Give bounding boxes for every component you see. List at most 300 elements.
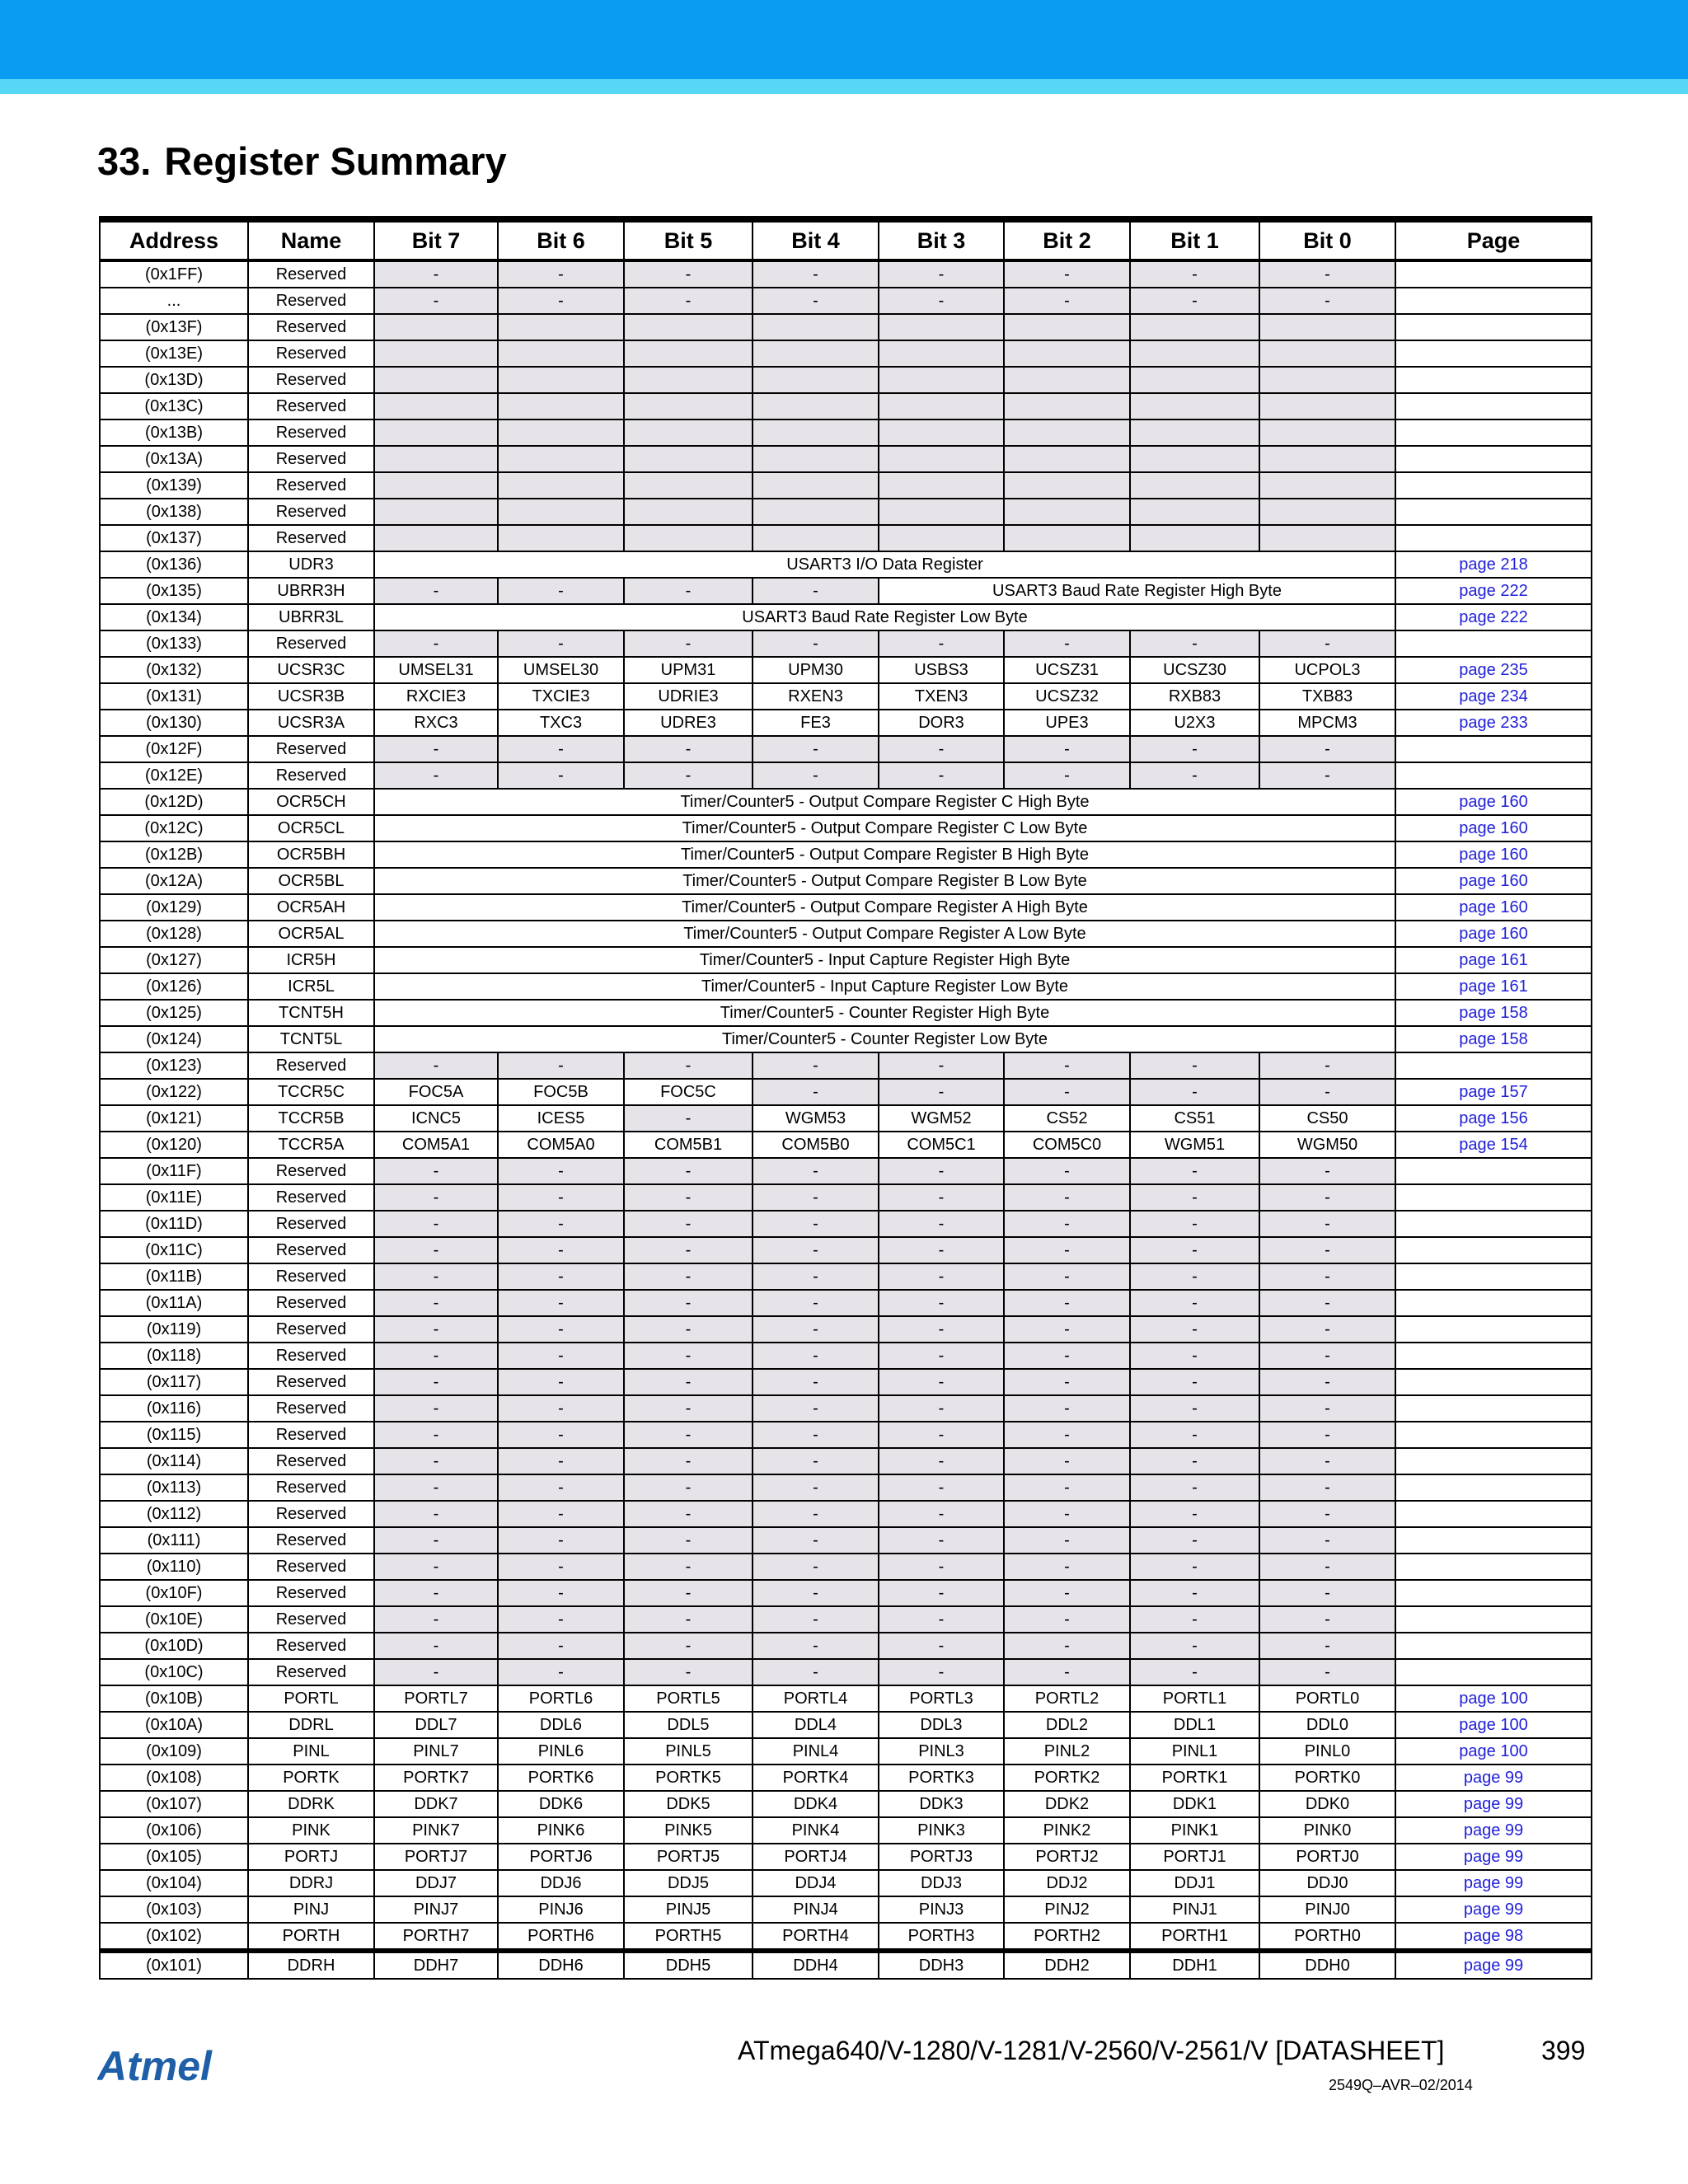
bit-0-cell: - xyxy=(1259,1659,1395,1685)
table-row xyxy=(100,1870,1592,1896)
bit-0-cell xyxy=(1259,472,1395,499)
register-name: Reserved xyxy=(248,1659,374,1685)
page-reference xyxy=(1395,1554,1592,1580)
page-reference xyxy=(1395,525,1592,551)
page-reference[interactable]: page 161 xyxy=(1395,973,1592,1000)
bit-6-cell: - xyxy=(498,736,624,762)
bit-7-cell: DDL7 xyxy=(374,1712,498,1738)
bit-7-cell: - xyxy=(374,1448,498,1474)
register-address: (0x112) xyxy=(100,1501,248,1527)
table-row xyxy=(100,1791,1592,1817)
bit-0-cell: PORTH0 xyxy=(1259,1923,1395,1951)
register-name: TCCR5A xyxy=(248,1132,374,1158)
bit-5-cell: - xyxy=(624,736,753,762)
register-name: TCCR5B xyxy=(248,1105,374,1132)
bit-5-cell: - xyxy=(624,1237,753,1263)
page-reference[interactable]: page 156 xyxy=(1395,1105,1592,1132)
bit-0-cell: - xyxy=(1259,630,1395,657)
bit-1-cell: PORTH1 xyxy=(1130,1923,1259,1951)
bit-4-cell: - xyxy=(753,1501,879,1527)
bit-0-cell: DDJ0 xyxy=(1259,1870,1395,1896)
bit-2-cell xyxy=(1004,525,1130,551)
bit-7-cell: - xyxy=(374,260,498,288)
register-address: (0x116) xyxy=(100,1395,248,1422)
page-reference[interactable]: page 160 xyxy=(1395,894,1592,921)
page-reference xyxy=(1395,1395,1592,1422)
table-row xyxy=(100,1844,1592,1870)
bit-5-cell xyxy=(624,525,753,551)
bit-7-cell: PINL7 xyxy=(374,1738,498,1765)
bit-2-cell: PINK2 xyxy=(1004,1817,1130,1844)
page-reference[interactable]: page 160 xyxy=(1395,841,1592,868)
bit-0-cell: PINK0 xyxy=(1259,1817,1395,1844)
bit-6-cell xyxy=(498,446,624,472)
page-reference[interactable]: page 161 xyxy=(1395,947,1592,973)
register-name: OCR5BL xyxy=(248,868,374,894)
bit-6-cell: FOC5B xyxy=(498,1079,624,1105)
bit-3-cell: PORTK3 xyxy=(879,1765,1004,1791)
bit-2-cell: - xyxy=(1004,736,1130,762)
page-reference[interactable]: page 160 xyxy=(1395,789,1592,815)
bit-0-cell xyxy=(1259,446,1395,472)
register-name: Reserved xyxy=(248,1184,374,1211)
table-row xyxy=(100,973,1592,1000)
bit-3-cell: - xyxy=(879,1606,1004,1633)
page-reference[interactable]: page 160 xyxy=(1395,868,1592,894)
register-address: (0x102) xyxy=(100,1923,248,1951)
bit-2-cell xyxy=(1004,446,1130,472)
bit-4-cell: - xyxy=(753,1237,879,1263)
bit-1-cell: - xyxy=(1130,1395,1259,1422)
bit-6-cell: - xyxy=(498,260,624,288)
page-reference[interactable]: page 233 xyxy=(1395,710,1592,736)
bit-4-cell: PORTK4 xyxy=(753,1765,879,1791)
bit-5-cell: DDH5 xyxy=(624,1951,753,1979)
register-name: Reserved xyxy=(248,314,374,340)
bit-0-cell: - xyxy=(1259,1052,1395,1079)
bit-3-cell xyxy=(879,367,1004,393)
register-name: PINK xyxy=(248,1817,374,1844)
bit-6-cell: PORTJ6 xyxy=(498,1844,624,1870)
register-address: (0x110) xyxy=(100,1554,248,1580)
register-address: (0x11F) xyxy=(100,1158,248,1184)
bit-7-cell: - xyxy=(374,1395,498,1422)
bit-4-cell: - xyxy=(753,1316,879,1343)
register-address: (0x104) xyxy=(100,1870,248,1896)
table-row xyxy=(100,1263,1592,1290)
bit-1-cell: - xyxy=(1130,1554,1259,1580)
table-row xyxy=(100,1738,1592,1765)
bit-0-cell: - xyxy=(1259,1422,1395,1448)
table-row xyxy=(100,551,1592,578)
bit-4-cell: PINL4 xyxy=(753,1738,879,1765)
col-header-bit3: Bit 3 xyxy=(879,219,1004,260)
page-reference[interactable]: page 100 xyxy=(1395,1685,1592,1712)
table-row xyxy=(100,815,1592,841)
bit-5-cell: PORTH5 xyxy=(624,1923,753,1951)
table-row xyxy=(100,499,1592,525)
register-name: Reserved xyxy=(248,1448,374,1474)
bit-7-cell: COM5A1 xyxy=(374,1132,498,1158)
register-name: Reserved xyxy=(248,1606,374,1633)
bit-0-cell: - xyxy=(1259,736,1395,762)
bit-6-cell: - xyxy=(498,1554,624,1580)
bit-5-cell xyxy=(624,419,753,446)
bit-4-cell xyxy=(753,367,879,393)
bit-7-cell: RXCIE3 xyxy=(374,683,498,710)
table-row xyxy=(100,1211,1592,1237)
page-reference xyxy=(1395,1527,1592,1554)
bit-6-cell: - xyxy=(498,762,624,789)
bit-5-cell: DDL5 xyxy=(624,1712,753,1738)
bit-5-cell: - xyxy=(624,1659,753,1685)
page-reference[interactable]: page 100 xyxy=(1395,1712,1592,1738)
bit-3-cell: COM5C1 xyxy=(879,1132,1004,1158)
page-reference[interactable]: page 160 xyxy=(1395,815,1592,841)
register-address: (0x113) xyxy=(100,1474,248,1501)
bit-4-cell: - xyxy=(753,1343,879,1369)
bit-0-cell xyxy=(1259,525,1395,551)
register-address: (0x106) xyxy=(100,1817,248,1844)
table-row xyxy=(100,1501,1592,1527)
bit-4-cell: - xyxy=(753,1474,879,1501)
register-address: (0x121) xyxy=(100,1105,248,1132)
bit-4-cell: - xyxy=(753,1290,879,1316)
table-row xyxy=(100,1026,1592,1052)
page-reference[interactable]: page 99 xyxy=(1395,1791,1592,1817)
bit-4-cell: - xyxy=(753,762,879,789)
page-reference xyxy=(1395,1606,1592,1633)
bit-1-cell: - xyxy=(1130,1606,1259,1633)
section-heading xyxy=(97,138,507,184)
bit-6-cell: PORTL6 xyxy=(498,1685,624,1712)
register-address: (0x10B) xyxy=(100,1685,248,1712)
register-name: TCCR5C xyxy=(248,1079,374,1105)
atmel-logo xyxy=(97,2044,246,2094)
bit-2-cell: - xyxy=(1004,1554,1130,1580)
bit-6-cell: - xyxy=(498,1290,624,1316)
bit-3-cell: - xyxy=(879,1448,1004,1474)
register-name: OCR5CH xyxy=(248,789,374,815)
register-address: (0x119) xyxy=(100,1316,248,1343)
bit-7-cell: - xyxy=(374,1474,498,1501)
bit-0-cell: - xyxy=(1259,1580,1395,1606)
document-title: ATmega640/V-1280/V-1281/V-2560/V-2561/V [DATASHEET] xyxy=(738,2036,1445,2065)
bit-6-cell: DDH6 xyxy=(498,1951,624,1979)
bit-4-cell: - xyxy=(753,288,879,314)
bit-1-cell: CS51 xyxy=(1130,1105,1259,1132)
table-row xyxy=(100,578,1592,604)
page-reference xyxy=(1395,499,1592,525)
table-row xyxy=(100,1343,1592,1369)
bit-1-cell: RXB83 xyxy=(1130,683,1259,710)
table-row xyxy=(100,710,1592,736)
register-description: Timer/Counter5 - Output Compare Register A High Byte xyxy=(374,894,1395,921)
bit-2-cell: - xyxy=(1004,1079,1130,1105)
bit-3-cell: - xyxy=(879,736,1004,762)
page-reference xyxy=(1395,393,1592,419)
bit-3-cell: - xyxy=(879,1633,1004,1659)
bit-0-cell: - xyxy=(1259,1395,1395,1422)
page-reference[interactable]: page 235 xyxy=(1395,657,1592,683)
register-name: Reserved xyxy=(248,340,374,367)
page-reference xyxy=(1395,1343,1592,1369)
register-description: Timer/Counter5 - Output Compare Register A Low Byte xyxy=(374,921,1395,947)
page-reference xyxy=(1395,1580,1592,1606)
register-name: PINJ xyxy=(248,1896,374,1923)
page-reference[interactable]: page 100 xyxy=(1395,1738,1592,1765)
page-reference xyxy=(1395,1501,1592,1527)
bit-7-cell: - xyxy=(374,288,498,314)
page-reference xyxy=(1395,630,1592,657)
bit-3-cell: - xyxy=(879,1316,1004,1343)
bit-1-cell: - xyxy=(1130,1237,1259,1263)
register-name: Reserved xyxy=(248,1395,374,1422)
bit-3-cell: TXEN3 xyxy=(879,683,1004,710)
table-row xyxy=(100,1633,1592,1659)
bit-5-cell xyxy=(624,499,753,525)
bit-7-cell xyxy=(374,314,498,340)
page-reference[interactable]: page 157 xyxy=(1395,1079,1592,1105)
bit-2-cell: - xyxy=(1004,1237,1130,1263)
register-name: Reserved xyxy=(248,499,374,525)
bit-0-cell: PORTJ0 xyxy=(1259,1844,1395,1870)
bit-5-cell: PINJ5 xyxy=(624,1896,753,1923)
bit-4-cell: RXEN3 xyxy=(753,683,879,710)
table-row xyxy=(100,630,1592,657)
page-reference[interactable]: page 99 xyxy=(1395,1896,1592,1923)
bit-2-cell: - xyxy=(1004,1580,1130,1606)
register-name: OCR5AL xyxy=(248,921,374,947)
bit-1-cell: - xyxy=(1130,1290,1259,1316)
bit-3-cell: PORTL3 xyxy=(879,1685,1004,1712)
register-address: (0x138) xyxy=(100,499,248,525)
page-reference[interactable]: page 99 xyxy=(1395,1951,1592,1979)
register-name: PORTH xyxy=(248,1923,374,1951)
page-reference[interactable]: page 98 xyxy=(1395,1923,1592,1951)
bit-3-cell xyxy=(879,499,1004,525)
bit-1-cell: - xyxy=(1130,1501,1259,1527)
bit-6-cell: - xyxy=(498,1580,624,1606)
bit-3-cell: - xyxy=(879,1079,1004,1105)
bit-3-cell: - xyxy=(879,1474,1004,1501)
bit-2-cell xyxy=(1004,472,1130,499)
register-name: ICR5L xyxy=(248,973,374,1000)
bit-5-cell: PINK5 xyxy=(624,1817,753,1844)
register-name: Reserved xyxy=(248,1369,374,1395)
bit-2-cell: - xyxy=(1004,1527,1130,1554)
bit-6-cell: PINK6 xyxy=(498,1817,624,1844)
table-row xyxy=(100,1079,1592,1105)
bit-0-cell: PINJ0 xyxy=(1259,1896,1395,1923)
bit-6-cell: - xyxy=(498,1606,624,1633)
register-name: Reserved xyxy=(248,367,374,393)
register-address: (0x133) xyxy=(100,630,248,657)
bit-6-cell xyxy=(498,314,624,340)
bit-6-cell xyxy=(498,499,624,525)
page-reference[interactable]: page 158 xyxy=(1395,1000,1592,1026)
bit-1-cell: - xyxy=(1130,1316,1259,1343)
bit-4-cell: WGM53 xyxy=(753,1105,879,1132)
bit-3-cell: - xyxy=(879,1184,1004,1211)
register-address: (0x13D) xyxy=(100,367,248,393)
table-row xyxy=(100,1712,1592,1738)
bit-7-cell xyxy=(374,446,498,472)
table-row xyxy=(100,1685,1592,1712)
page-reference xyxy=(1395,1448,1592,1474)
bit-6-cell: - xyxy=(498,1448,624,1474)
logo-wordmark: Atmel xyxy=(97,2044,212,2089)
register-address: (0x13C) xyxy=(100,393,248,419)
bit-1-cell: - xyxy=(1130,260,1259,288)
bit-1-cell: - xyxy=(1130,1263,1259,1290)
page-reference[interactable]: page 222 xyxy=(1395,604,1592,630)
bit-7-cell: - xyxy=(374,736,498,762)
bit-2-cell: - xyxy=(1004,1395,1130,1422)
bit-2-cell: - xyxy=(1004,630,1130,657)
bit-6-cell: - xyxy=(498,1158,624,1184)
register-description: USART3 I/O Data Register xyxy=(374,551,1395,578)
register-name: Reserved xyxy=(248,419,374,446)
bit-6-cell: PORTH6 xyxy=(498,1923,624,1951)
bit-5-cell: - xyxy=(624,1316,753,1343)
bit-2-cell: - xyxy=(1004,1158,1130,1184)
table-row xyxy=(100,683,1592,710)
bit-6-cell: PINJ6 xyxy=(498,1896,624,1923)
bit-2-cell: UCSZ32 xyxy=(1004,683,1130,710)
bit-3-cell: - xyxy=(879,1237,1004,1263)
table-row xyxy=(100,1951,1592,1979)
page-reference[interactable]: page 158 xyxy=(1395,1026,1592,1052)
table-row xyxy=(100,1369,1592,1395)
bit-6-cell: - xyxy=(498,630,624,657)
bit-6-cell: TXC3 xyxy=(498,710,624,736)
page-reference[interactable]: page 99 xyxy=(1395,1870,1592,1896)
bit-5-cell: - xyxy=(624,1052,753,1079)
bit-4-cell xyxy=(753,499,879,525)
bit-1-cell: - xyxy=(1130,1211,1259,1237)
bit-2-cell: - xyxy=(1004,1052,1130,1079)
bit-5-cell xyxy=(624,472,753,499)
register-address: (0x13E) xyxy=(100,340,248,367)
bit-1-cell xyxy=(1130,525,1259,551)
bit-2-cell: CS52 xyxy=(1004,1105,1130,1132)
bit-0-cell: DDK0 xyxy=(1259,1791,1395,1817)
bit-7-cell: PORTJ7 xyxy=(374,1844,498,1870)
bit-4-cell: DDK4 xyxy=(753,1791,879,1817)
register-address: (0x114) xyxy=(100,1448,248,1474)
page-reference[interactable]: page 154 xyxy=(1395,1132,1592,1158)
bit-0-cell: TXB83 xyxy=(1259,683,1395,710)
bit-3-cell: USBS3 xyxy=(879,657,1004,683)
table-row xyxy=(100,340,1592,367)
register-name: Reserved xyxy=(248,1290,374,1316)
bit-2-cell: PINJ2 xyxy=(1004,1896,1130,1923)
bit-0-cell: - xyxy=(1259,762,1395,789)
table-row xyxy=(100,472,1592,499)
bit-5-cell: - xyxy=(624,1527,753,1554)
register-name: UCSR3C xyxy=(248,657,374,683)
page-reference[interactable]: page 222 xyxy=(1395,578,1592,604)
bit-5-cell: UDRIE3 xyxy=(624,683,753,710)
bit-4-cell: PINK4 xyxy=(753,1817,879,1844)
page-reference[interactable]: page 99 xyxy=(1395,1817,1592,1844)
bit-3-cell: - xyxy=(879,1395,1004,1422)
bit-5-cell: - xyxy=(624,1448,753,1474)
bit-2-cell: UPE3 xyxy=(1004,710,1130,736)
register-name: Reserved xyxy=(248,393,374,419)
bit-6-cell: - xyxy=(498,1633,624,1659)
bit-5-cell: - xyxy=(624,1474,753,1501)
bit-1-cell: PINK1 xyxy=(1130,1817,1259,1844)
register-address: (0x109) xyxy=(100,1738,248,1765)
page-reference[interactable]: page 160 xyxy=(1395,921,1592,947)
bit-4-cell xyxy=(753,525,879,551)
table-row xyxy=(100,1422,1592,1448)
page-reference xyxy=(1395,1290,1592,1316)
table-row xyxy=(100,921,1592,947)
bit-5-cell xyxy=(624,367,753,393)
bit-7-cell: - xyxy=(374,1633,498,1659)
bit-0-cell: - xyxy=(1259,1527,1395,1554)
register-name: OCR5AH xyxy=(248,894,374,921)
register-address: (0x127) xyxy=(100,947,248,973)
page-reference xyxy=(1395,1237,1592,1263)
bit-4-cell: - xyxy=(753,1448,879,1474)
register-address: (0x11B) xyxy=(100,1263,248,1290)
page-reference[interactable]: page 99 xyxy=(1395,1765,1592,1791)
bit-2-cell: UCSZ31 xyxy=(1004,657,1130,683)
bit-5-cell: - xyxy=(624,762,753,789)
register-address: (0x132) xyxy=(100,657,248,683)
bit-2-cell: PORTJ2 xyxy=(1004,1844,1130,1870)
register-name: Reserved xyxy=(248,736,374,762)
bit-7-cell xyxy=(374,393,498,419)
bit-5-cell xyxy=(624,393,753,419)
table-row xyxy=(100,288,1592,314)
page-reference[interactable]: page 218 xyxy=(1395,551,1592,578)
bit-2-cell xyxy=(1004,393,1130,419)
bit-4-cell xyxy=(753,393,879,419)
bit-7-cell xyxy=(374,367,498,393)
bit-5-cell: - xyxy=(624,1554,753,1580)
bit-2-cell: DDK2 xyxy=(1004,1791,1130,1817)
bit-7-cell: - xyxy=(374,630,498,657)
bit-2-cell: - xyxy=(1004,1369,1130,1395)
table-body xyxy=(100,260,1592,1979)
bit-7-cell: - xyxy=(374,1343,498,1369)
bit-6-cell: - xyxy=(498,1211,624,1237)
bit-7-cell xyxy=(374,340,498,367)
register-name: Reserved xyxy=(248,1158,374,1184)
page-reference[interactable]: page 234 xyxy=(1395,683,1592,710)
register-name: PORTL xyxy=(248,1685,374,1712)
page-reference[interactable]: page 99 xyxy=(1395,1844,1592,1870)
bit-2-cell: - xyxy=(1004,1422,1130,1448)
bit-3-cell: - xyxy=(879,1158,1004,1184)
bit-4-cell: - xyxy=(753,1184,879,1211)
bit-6-cell xyxy=(498,419,624,446)
register-description: Timer/Counter5 - Output Compare Register B High Byte xyxy=(374,841,1395,868)
bit-6-cell xyxy=(498,472,624,499)
bit-6-cell: - xyxy=(498,1343,624,1369)
bit-2-cell: - xyxy=(1004,1316,1130,1343)
bit-0-cell xyxy=(1259,340,1395,367)
bit-7-cell: - xyxy=(374,1263,498,1290)
bit-1-cell: - xyxy=(1130,1079,1259,1105)
register-name: Reserved xyxy=(248,260,374,288)
register-address: (0x126) xyxy=(100,973,248,1000)
